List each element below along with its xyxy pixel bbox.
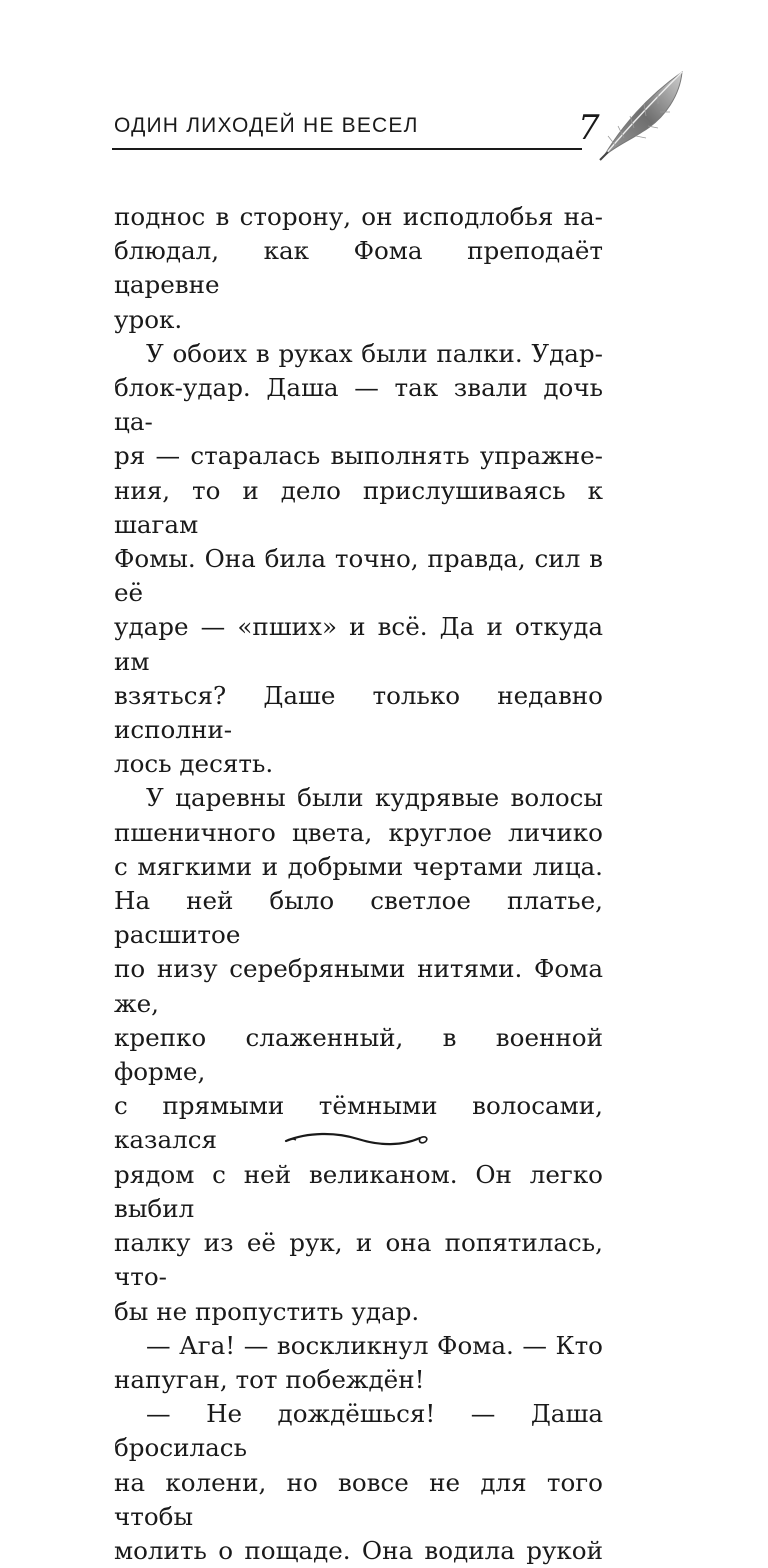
text-line: с мягкими и добрыми чертами лица. — [114, 851, 603, 881]
text-line: блок-удар. Даша — так звали дочь ца- — [114, 373, 603, 437]
text-line: крепко слаженный, в военной форме, — [114, 1022, 603, 1087]
text-line: напуган, тот побеждён! — [114, 1364, 425, 1394]
page-number: 7 — [578, 108, 600, 148]
text-line: На ней было светлое платье, расшитое — [114, 886, 603, 950]
text-line: ря — старалась выполнять упражне- — [114, 441, 603, 471]
text-line: на колени, но вовсе не для того чтобы — [114, 1467, 603, 1531]
text-line: молить о пощаде. Она водила рукой — [114, 1535, 603, 1565]
text-line: У обоих в руках были палки. Удар- — [146, 338, 603, 368]
text-line: по низу серебряными нитями. Фома же, — [114, 954, 603, 1018]
text-line: с прямыми тёмными волосами, казался — [114, 1091, 603, 1155]
text-line: пшеничного цвета, круглое личико — [114, 817, 603, 847]
body-text — [114, 200, 603, 1568]
text-line: ударе — «пших» и всё. Да и откуда им — [114, 612, 603, 676]
text-line: — Ага! — воскликнул Фома. — Кто — [146, 1330, 603, 1360]
text-line: бы не пропустить удар. — [114, 1296, 420, 1326]
header-rule — [112, 148, 582, 150]
running-head: ОДИН ЛИХОДЕЙ НЕ ВЕСЕЛ — [114, 114, 419, 137]
feather-quill-icon — [596, 66, 688, 162]
flourish-divider-icon — [284, 1128, 430, 1150]
text-line: блюдал, как Фома преподаёт царевне — [114, 236, 603, 300]
text-line: урок. — [114, 304, 183, 334]
text-line: палку из её рук, и она попятилась, что- — [114, 1228, 603, 1292]
text-line: — Не дождёшься! — Даша бросилась — [114, 1399, 603, 1463]
text-line: взяться? Даше только недавно исполни- — [114, 680, 603, 745]
text-line: рядом с ней великаном. Он легко выбил — [114, 1159, 603, 1223]
text-line: лось десять. — [114, 749, 274, 779]
text-line: поднос в сторону, он исподлобья на- — [114, 202, 603, 231]
text-line: У царевны были кудрявые волосы — [146, 783, 603, 813]
text-line: Фомы. Она била точно, правда, сил в её — [114, 544, 603, 608]
text-line: ния, то и дело прислушиваясь к шагам — [114, 475, 603, 539]
